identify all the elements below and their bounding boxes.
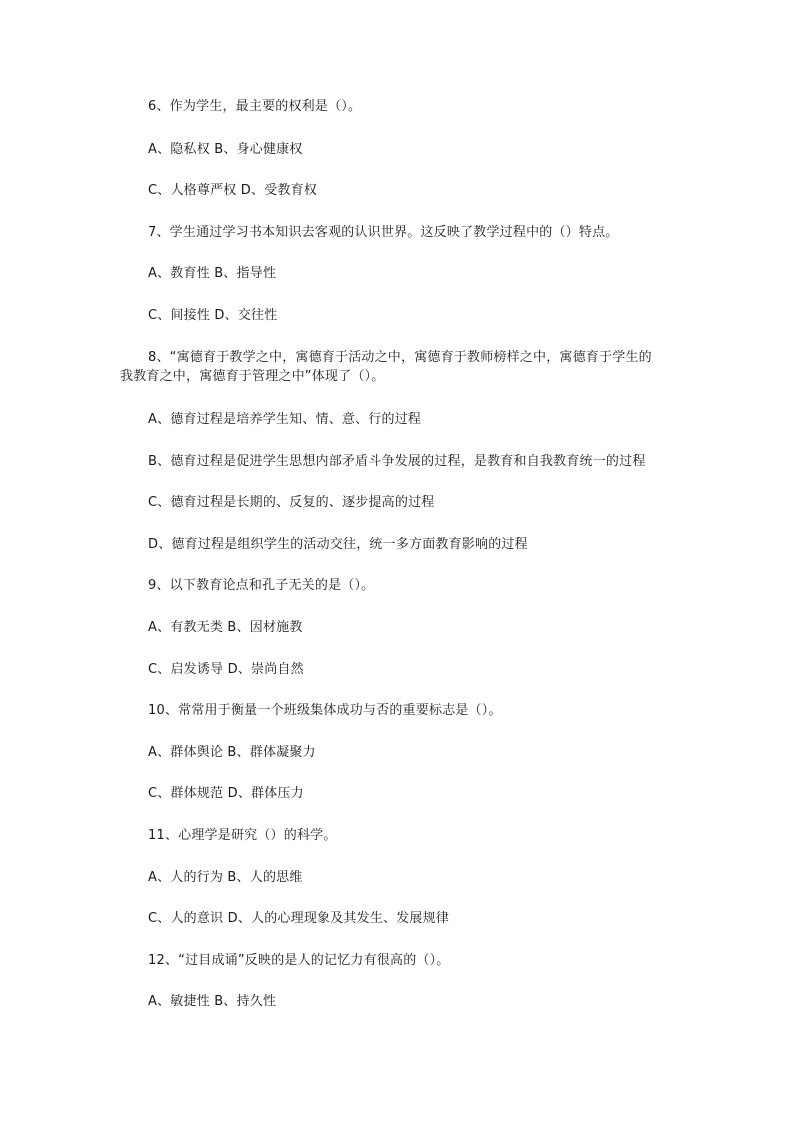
question-6-options-cd: C、人格尊严权 D、受教育权 xyxy=(148,183,318,198)
question-8-option-b: B、德育过程是促进学生思想内部矛盾斗争发展的过程，是教育和自我教育统一的过程 xyxy=(148,454,646,469)
question-7-options-cd: C、间接性 D、交往性 xyxy=(148,308,278,323)
question-12-stem: 12、“过目成诵”反映的是人的记忆力有很高的（）。 xyxy=(148,953,450,968)
question-8-option-d: D、德育过程是组织学生的活动交往，统一多方面教育影响的过程 xyxy=(148,537,528,552)
question-8-stem: 8、“寓德育于教学之中，寓德育于活动之中，寓德育于教师榜样之中，寓德育于学生的我教育之中，寓德育于管理之中”体现了（）。 xyxy=(120,350,652,384)
question-7-stem: 7、学生通过学习书本知识去客观的认识世界。这反映了教学过程中的（）特点。 xyxy=(148,225,619,240)
question-11-options-ab: A、人的行为 B、人的思维 xyxy=(148,870,303,885)
question-10-options-cd: C、群体规范 D、群体压力 xyxy=(148,786,304,801)
question-8-option-c: C、德育过程是长期的、反复的、逐步提高的过程 xyxy=(148,495,435,510)
question-7-options-ab: A、教育性 B、指导性 xyxy=(148,266,277,281)
question-10-stem: 10、常常用于衡量一个班级集体成功与否的重要标志是（）。 xyxy=(148,703,502,718)
question-10-options-ab: A、群体舆论 B、群体凝聚力 xyxy=(148,745,316,760)
question-9-options-ab: A、有教无类 B、因材施教 xyxy=(148,620,303,635)
question-6-stem: 6、作为学生，最主要的权利是（）。 xyxy=(148,99,362,114)
question-12-options-ab: A、敏捷性 B、持久性 xyxy=(148,994,277,1009)
question-9-stem: 9、以下教育论点和孔子无关的是（）。 xyxy=(148,578,375,593)
question-8-option-a: A、德育过程是培养学生知、情、意、行的过程 xyxy=(148,412,422,427)
question-9-options-cd: C、启发诱导 D、崇尚自然 xyxy=(148,662,304,677)
question-11-options-cd: C、人的意识 D、人的心理现象及其发生、发展规律 xyxy=(148,911,450,926)
question-6-options-ab: A、隐私权 B、身心健康权 xyxy=(148,142,303,157)
question-11-stem: 11、心理学是研究（）的科学。 xyxy=(148,828,337,843)
